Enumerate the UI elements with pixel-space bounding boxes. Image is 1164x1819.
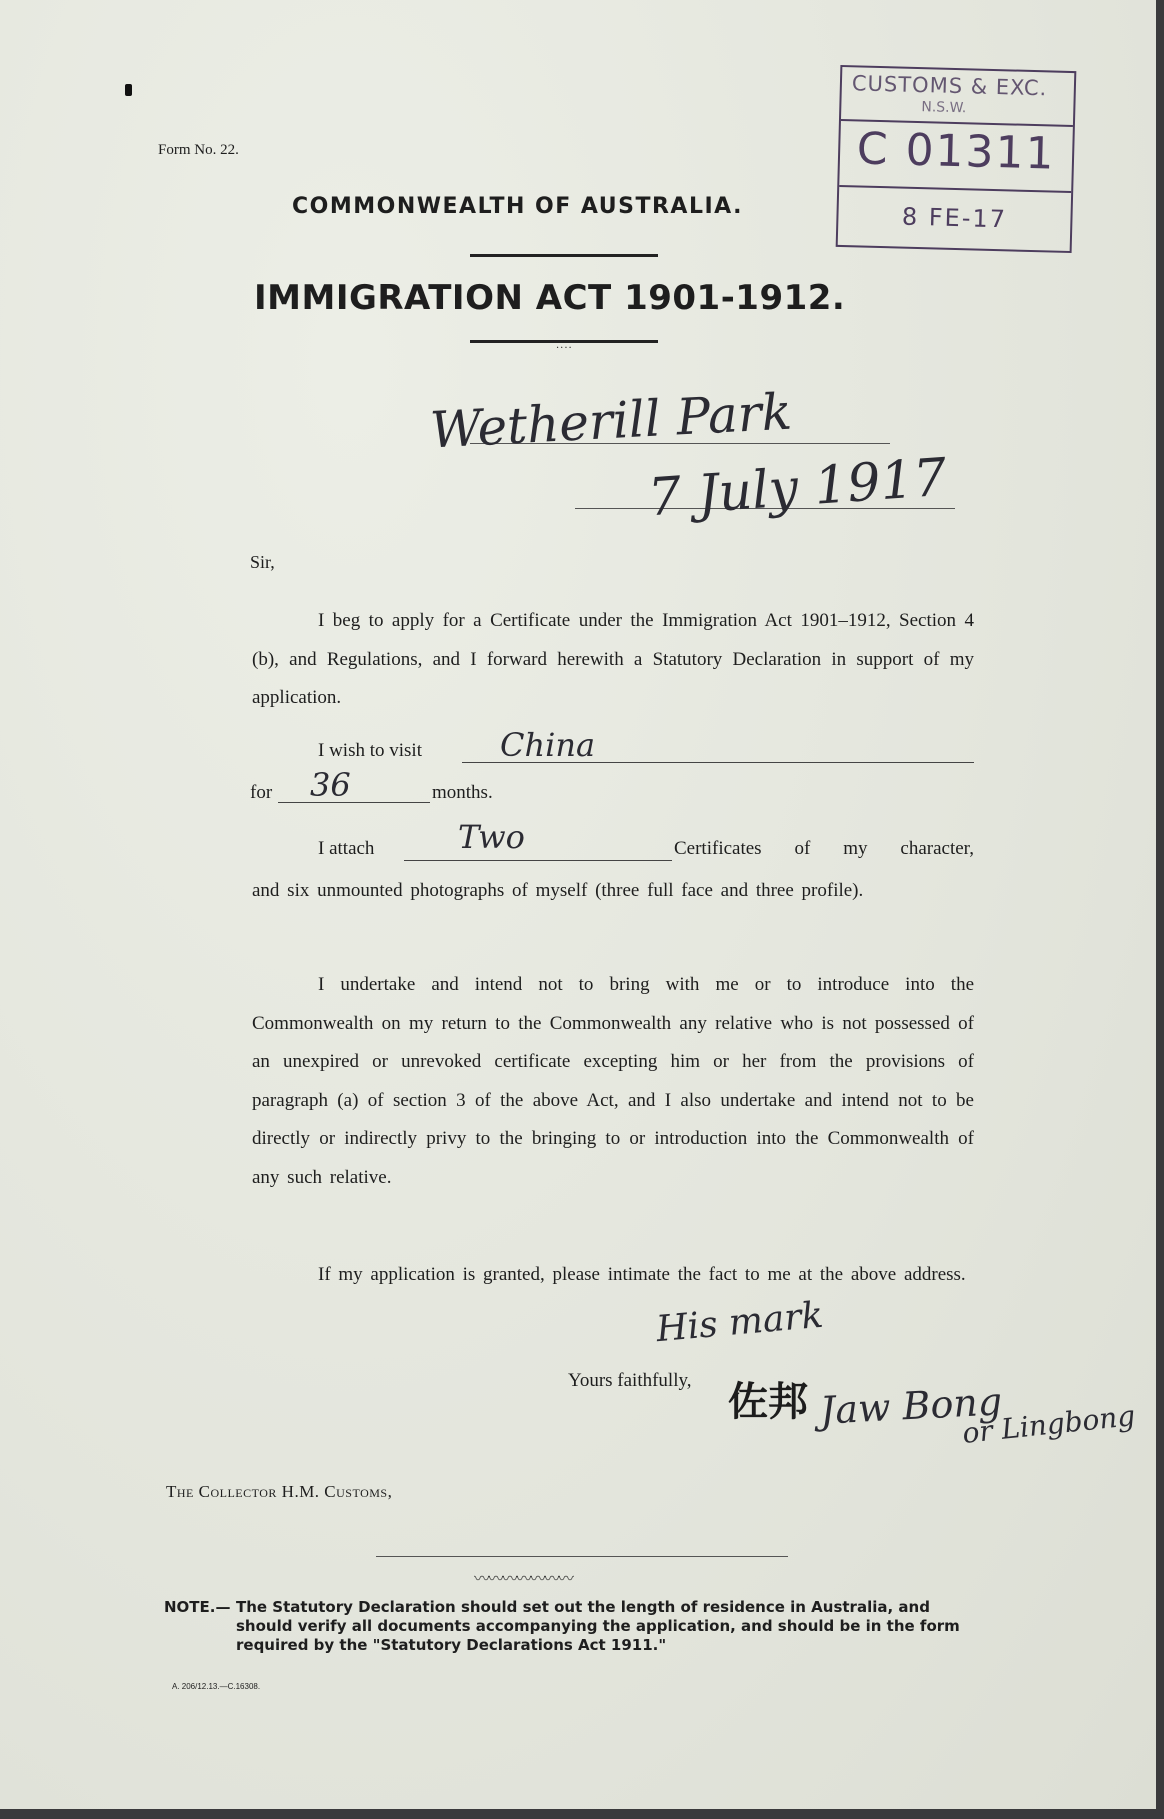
footnote-label: NOTE.— — [164, 1598, 231, 1616]
stamp-number: C 01311 — [856, 123, 1057, 180]
for-label: for — [250, 782, 273, 803]
closing: Yours faithfully, — [568, 1370, 692, 1391]
print-code: A. 206/12.13.—C.16308. — [172, 1682, 261, 1691]
attach-suffix: Certificates of my character, — [674, 838, 974, 859]
footnote-text: The Statutory Declaration should set out the length of residence in Australia, and should verify all documents accompanying the application, and should be in the form required by the "Statutory Declarations Act 1911." — [236, 1598, 960, 1654]
months-label: months. — [432, 782, 493, 803]
handwritten-date: 7 July 1917 — [646, 447, 949, 529]
paragraph-undertaking — [252, 966, 974, 1197]
handwritten-certificates: Two — [458, 818, 525, 856]
attach-fill-line — [404, 860, 672, 861]
addressee: The Collector H.M. Customs, — [166, 1482, 393, 1501]
handwritten-his-mark: His mark — [654, 1294, 825, 1351]
salutation: Sir, — [250, 552, 275, 572]
stamp-date: 8 FE-17 — [901, 202, 1008, 234]
paragraph-application-text: I beg to apply for a Certificate under the Immigration Act 1901–1912, Section 4 (b), and Regulations, and I forward herewith a Statutory Declaration in support of my application. — [252, 610, 974, 708]
attach-continuation: and six unmounted photographs of myself (three full face and three profile). — [252, 880, 864, 901]
stamp-divider — [839, 185, 1071, 193]
customs-stamp — [836, 65, 1077, 253]
paragraph-undertaking-text: I undertake and intend not to bring with me or to introduce into the Commonwealth on my return to the Commonwealth any relative who is not possessed of an unexpired or unrevoked certificate excepting him or her from the provisions of paragraph (a) of section 3 of the above Act, and I also undertake and intend not to be directly or indirectly privy to the bringing to or introduction into the Commonwealth of any such relative. — [252, 974, 974, 1188]
attach-prefix: I attach — [318, 838, 375, 859]
signature-name: Jaw Bong — [818, 1379, 1004, 1433]
visit-prefix: I wish to visit — [318, 740, 422, 761]
handwritten-destination: China — [500, 726, 596, 764]
signature-alternate: or Lingbong — [960, 1399, 1137, 1450]
scan-edge-bottom — [0, 1809, 1164, 1819]
months-fill-line — [278, 802, 430, 803]
title-rule-top — [470, 254, 658, 257]
stamp-top-text: CUSTOMS & EXC. — [851, 71, 1048, 101]
wavy-ornament: 〰〰〰〰〰〰〰 — [474, 1569, 573, 1588]
handwritten-place: Wetherill Park — [428, 382, 794, 460]
paragraph-application — [252, 602, 974, 718]
paragraph-granted — [252, 1256, 974, 1295]
stamp-sub-text: N.S.W. — [921, 99, 967, 117]
paragraph-granted-text: If my application is granted, please intimate the fact to me at the above address. — [318, 1264, 966, 1285]
divider-line — [376, 1556, 788, 1557]
footnote — [164, 1598, 980, 1655]
scan-edge-right — [1156, 0, 1164, 1819]
signature-chinese: 佐邦 — [728, 1379, 808, 1425]
ink-mark — [125, 84, 132, 96]
form-number: Form No. 22. — [158, 142, 239, 158]
title-dots: .... — [556, 340, 573, 351]
commonwealth-heading: COMMONWEALTH OF AUSTRALIA. — [292, 194, 743, 219]
handwritten-months: 36 — [310, 766, 351, 804]
act-title: IMMIGRATION ACT 1901-1912. — [254, 278, 846, 318]
